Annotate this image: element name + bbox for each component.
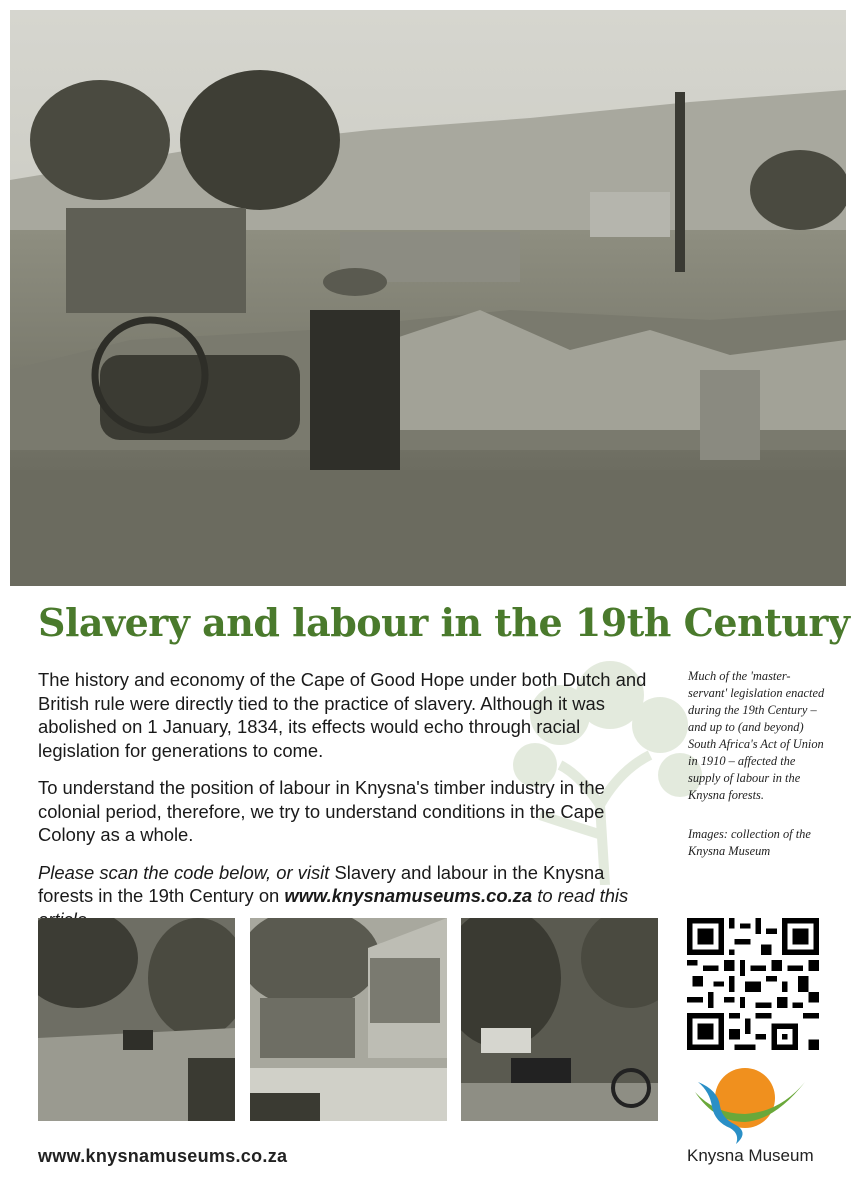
- main-text-column: [38, 668, 658, 945]
- museum-name: Knysna Museum: [687, 1146, 814, 1165]
- thumbnail-wooden-buildings: [250, 918, 447, 1121]
- side-note: Much of the 'master-servant' legislation enacted during the 19th Century – and up to (and beyond) South Africa's Act of Union in 1910 – affected the supply of labour in the Knysna forests.: [688, 669, 825, 802]
- page-title: Slavery and labour in the 19th Century: [38, 600, 850, 645]
- cta-intro: Please scan the code below, or visit: [38, 861, 330, 883]
- intro-paragraph: The history and economy of the Cape of Good Hope under both Dutch and British rule were directly tied to the practice of slavery. Although it was abolished on 1 January, 1834, its effects would echo through racial legislation for generations to come.: [38, 669, 647, 761]
- cta-url-link[interactable]: www.knysnamuseums.co.za: [284, 885, 533, 906]
- footer-url-link[interactable]: www.knysnamuseums.co.za: [38, 1146, 288, 1166]
- cta-article-title: Slavery and labour in the Knysna forests in the 19th Century: [38, 861, 605, 906]
- thumbnail-ox-wagon: [461, 918, 658, 1121]
- side-column: [688, 668, 828, 882]
- qr-code[interactable]: [687, 918, 819, 1050]
- knysna-museum-logo-icon: [690, 1062, 810, 1148]
- image-credit: Images: collection of the Knysna Museum: [688, 827, 811, 858]
- cta-on: on: [258, 885, 280, 906]
- cta-end: to read this: [537, 885, 629, 906]
- context-paragraph: To understand the position of labour in Knysna's timber industry in the colonial period, therefore, we try to understand conditions in the Cape Colony as a whole.: [38, 777, 605, 845]
- hero-photo: [10, 10, 846, 586]
- thumbnail-river-crossing: [38, 918, 235, 1121]
